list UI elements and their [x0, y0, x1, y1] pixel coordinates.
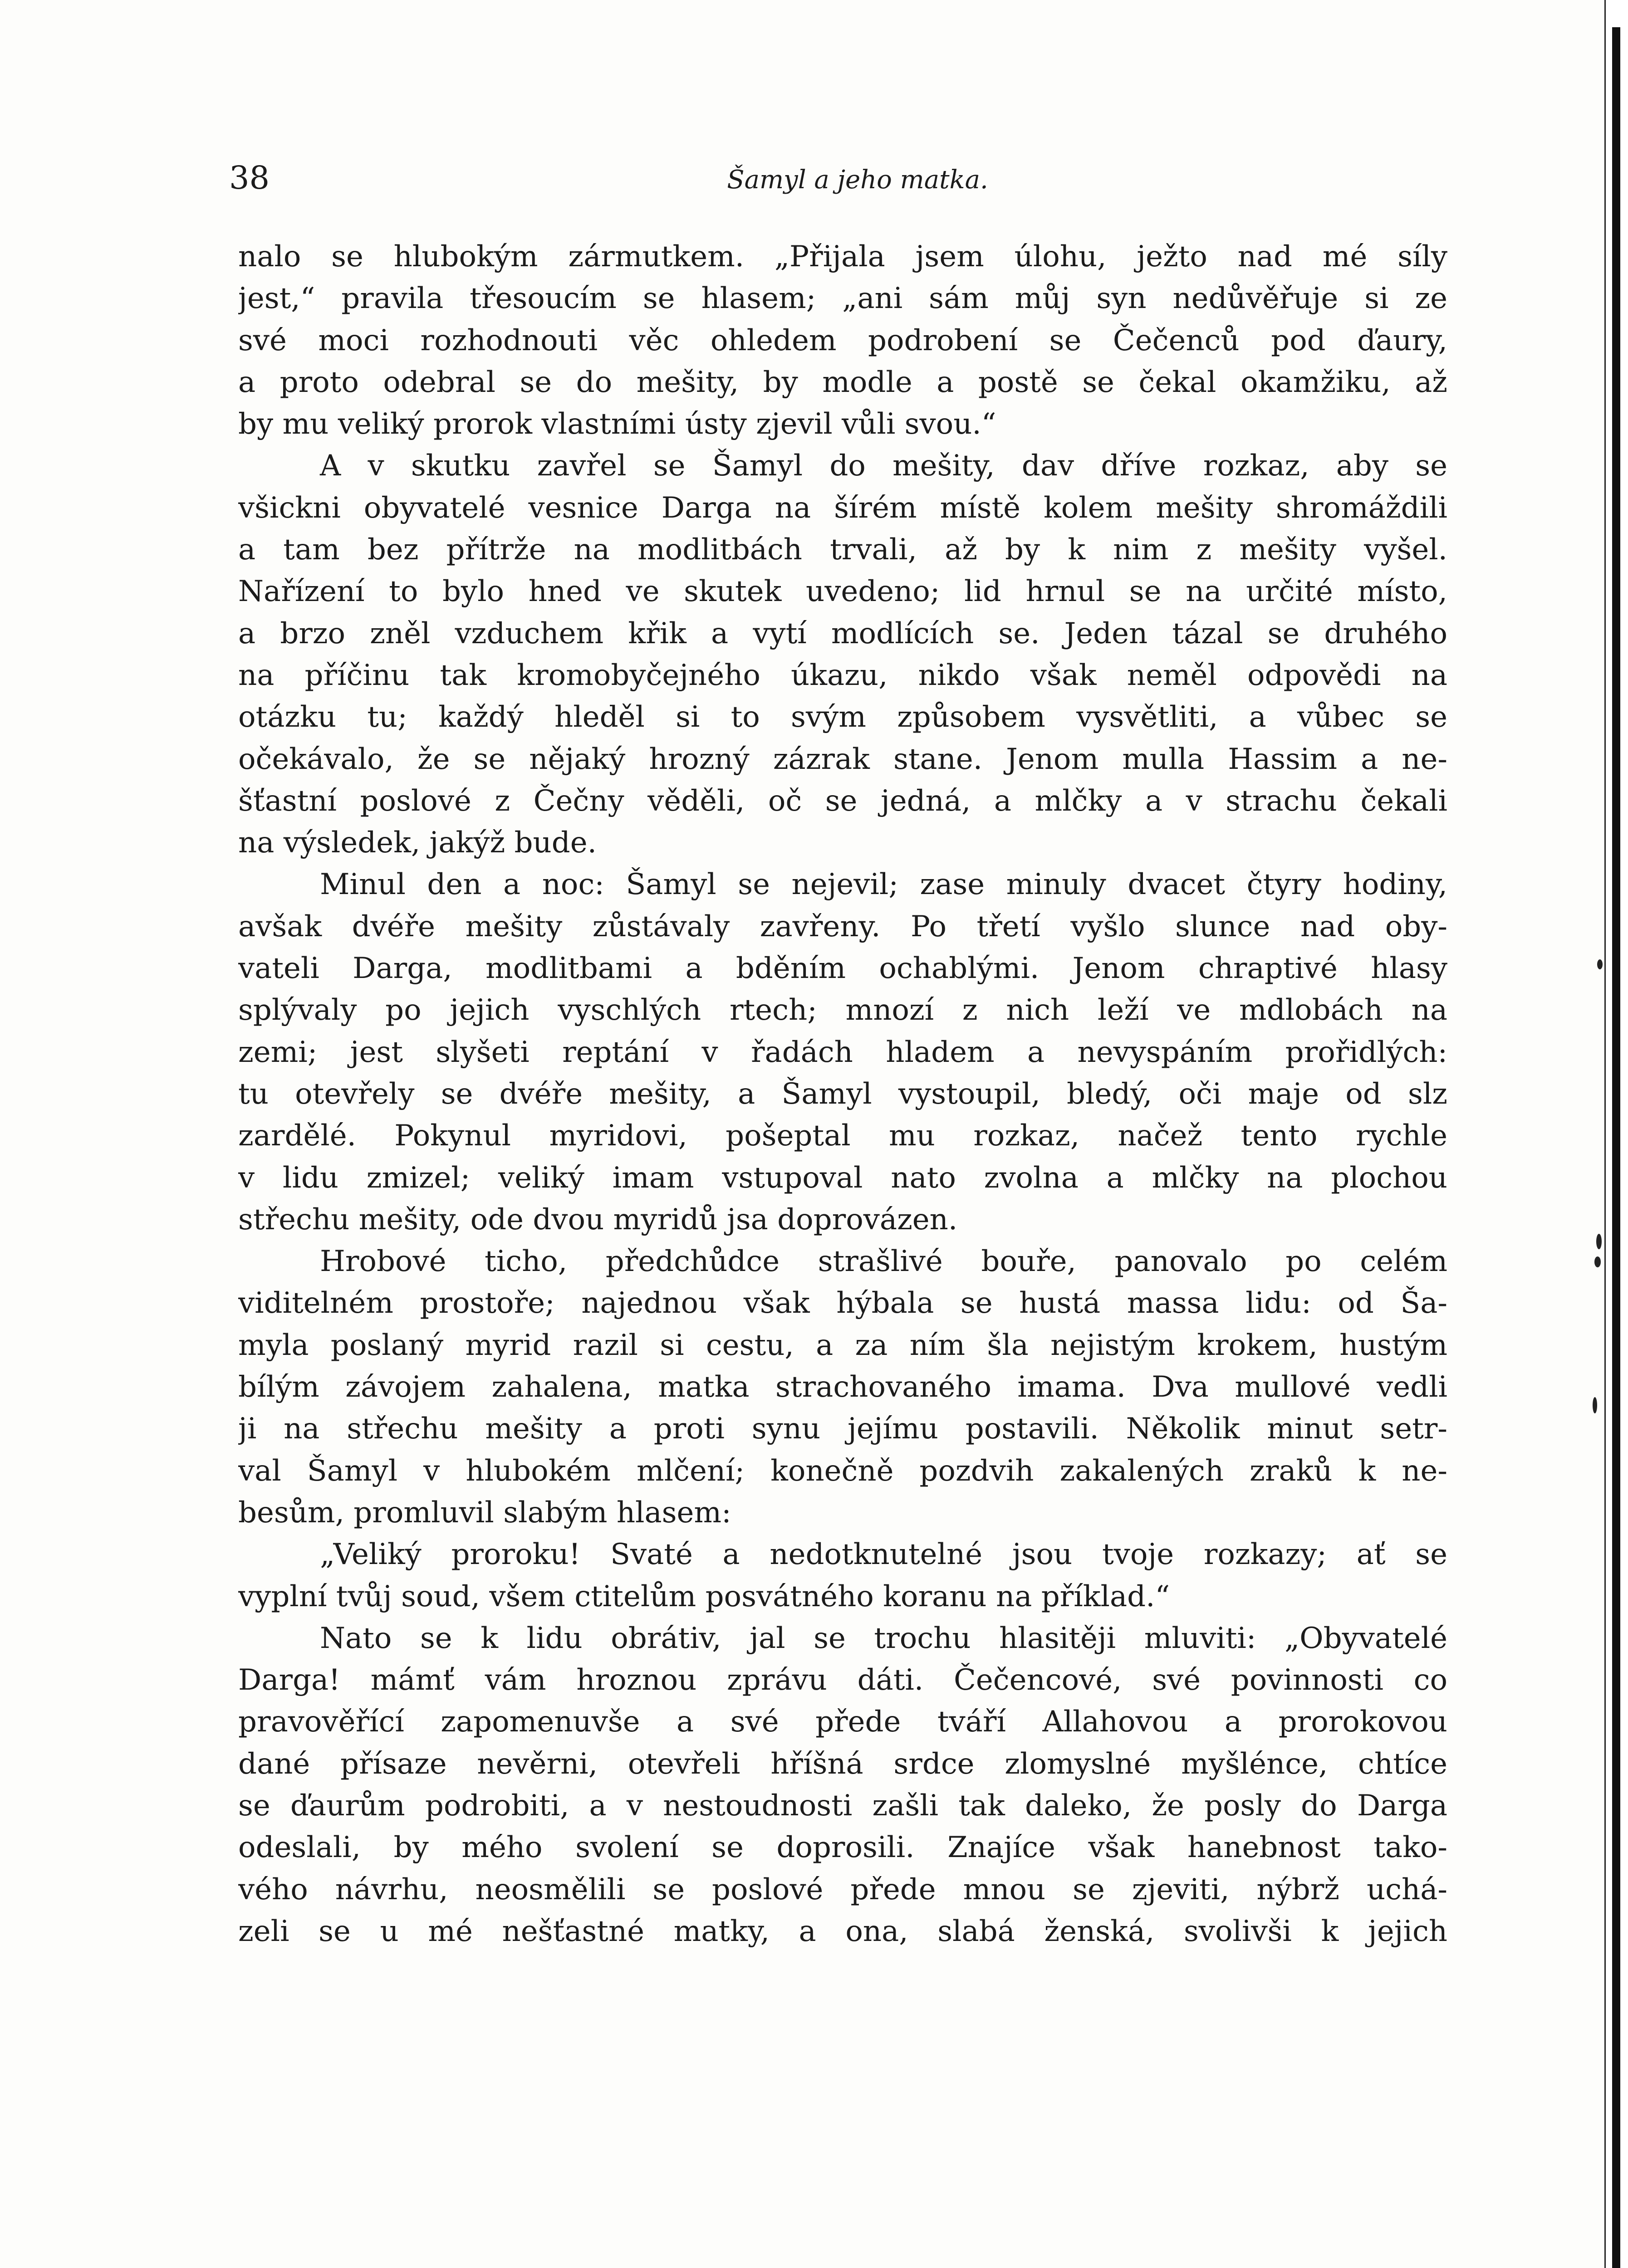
scan-speck [1596, 1234, 1602, 1249]
text-line: zardělé. Pokynul myridovi, pošeptal mu rozkaz, načež tento rychle [238, 1119, 1447, 1153]
scan-speck [1597, 959, 1603, 969]
text-line: jest,“ pravila třesoucím se hlasem; „ani sám můj syn nedůvěřuje si ze [238, 282, 1447, 316]
text-line: val Šamyl v hlubokém mlčení; konečně pozdvih zakalených zraků k ne- [238, 1454, 1447, 1488]
running-title: Šamyl a jeho matka. [727, 165, 988, 195]
text-line: splývaly po jejich vyschlých rtech; mnozí z nich leží ve mdlobách na [238, 993, 1447, 1027]
text-line: dané přísaze nevěrni, otevřeli hříšná srdce zlomyslné myšlénce, chtíce [238, 1747, 1447, 1781]
scan-speck [1593, 1397, 1597, 1413]
text-line: otázku tu; každý hleděl si to svým způsobem vysvětliti, a vůbec se [238, 700, 1447, 734]
text-line: všickni obyvatelé vesnice Darga na šírém místě kolem mešity shromáždili [238, 491, 1447, 525]
text-line: Hrobové ticho, předchůdce strašlivé bouře, panovalo po celém [320, 1245, 1447, 1279]
text-line: odeslali, by mého svolení se doprosili. Znajíce však hanebnost tako- [238, 1831, 1447, 1865]
text-line: ji na střechu mešity a proti synu jejímu postavili. Několik minut setr- [238, 1412, 1447, 1446]
text-line: očekávalo, že se nějaký hrozný zázrak stane. Jenom mulla Hassim a ne- [238, 742, 1447, 776]
text-line: na výsledek, jakýž bude. [238, 826, 597, 860]
text-line: vateli Darga, modlitbami a bděním ochablými. Jenom chraptivé hlasy [238, 952, 1447, 986]
text-line: a tam bez přítrže na modlitbách trvali, až by k nim z mešity vyšel. [238, 533, 1447, 567]
text-line: šťastní poslové z Čečny věděli, oč se jedná, a mlčky a v strachu čekali [238, 784, 1447, 818]
text-line: Nařízení to bylo hned ve skutek uvedeno; lid hrnul se na určité místo, [238, 575, 1447, 609]
text-line: Nato se k lidu obrátiv, jal se trochu hlasitěji mluviti: „Obyvatelé [320, 1621, 1447, 1655]
text-line: A v skutku zavřel se Šamyl do mešity, dav dříve rozkaz, aby se [320, 449, 1447, 483]
text-line: vého návrhu, neosmělili se poslové přede mnou se zjeviti, nýbrž uchá- [238, 1872, 1447, 1906]
text-line: střechu mešity, ode dvou myridů jsa doprovázen. [238, 1202, 958, 1237]
text-line: na příčinu tak kromobyčejného úkazu, nikdo však neměl odpovědi na [238, 658, 1447, 692]
text-line: by mu veliký prorok vlastními ústy zjevil vůli svou.“ [238, 407, 996, 441]
page-number: 38 [229, 159, 270, 196]
text-line: pravověřící zapomenuvše a své přede tváří Allahovou a prorokovou [238, 1705, 1447, 1739]
text-line: nalo se hlubokým zármutkem. „Přijala jsem úlohu, ježto nad mé síly [238, 240, 1447, 274]
text-line: a proto odebral se do mešity, by modle a postě se čekal okamžiku, až [238, 365, 1447, 399]
text-line: Minul den a noc: Šamyl se nejevil; zase minuly dvacet čtyry hodiny, [320, 868, 1447, 902]
text-line: „Veliký proroku! Svaté a nedotknutelné jsou tvoje rozkazy; ať se [320, 1538, 1447, 1572]
body-text [238, 236, 1447, 1952]
text-line: v lidu zmizel; veliký imam vstupoval nato zvolna a mlčky na plochou [238, 1161, 1447, 1195]
scan-edge-border [1604, 0, 1628, 2268]
text-line: se ďaurům podrobiti, a v nestoudnosti zašli tak daleko, že posly do Darga [238, 1789, 1447, 1823]
text-line: bílým závojem zahalena, matka strachovaného imama. Dva mullové vedli [238, 1370, 1447, 1404]
text-line: avšak dvéře mešity zůstávaly zavřeny. Po třetí vyšlo slunce nad oby- [238, 909, 1447, 943]
text-line: a brzo zněl vzduchem křik a vytí modlících se. Jeden tázal se druhého [238, 616, 1447, 650]
text-line: zemi; jest slyšeti reptání v řadách hladem a nevyspáním prořidlých: [238, 1035, 1447, 1069]
text-line: své moci rozhodnouti věc ohledem podrobení se Čečenců pod ďaury, [238, 323, 1447, 357]
scan-speck [1594, 1256, 1601, 1267]
text-line: viditelném prostoře; najednou však hýbala se hustá massa lidu: od Ša- [238, 1286, 1447, 1320]
text-line: Darga! mámť vám hroznou zprávu dáti. Čečencové, své povinnosti co [238, 1663, 1447, 1697]
text-line: tu otevřely se dvéře mešity, a Šamyl vystoupil, bledý, oči maje od slz [238, 1077, 1447, 1111]
text-line: vyplní tvůj soud, všem ctitelům posvátného koranu na příklad.“ [238, 1579, 1170, 1613]
text-line: besům, promluvil slabým hlasem: [238, 1496, 731, 1530]
text-line: myla poslaný myrid razil si cestu, a za ním šla nejistým krokem, hustým [238, 1328, 1447, 1362]
text-line: zeli se u mé nešťastné matky, a ona, slabá ženská, svolivši k jejich [238, 1914, 1447, 1948]
